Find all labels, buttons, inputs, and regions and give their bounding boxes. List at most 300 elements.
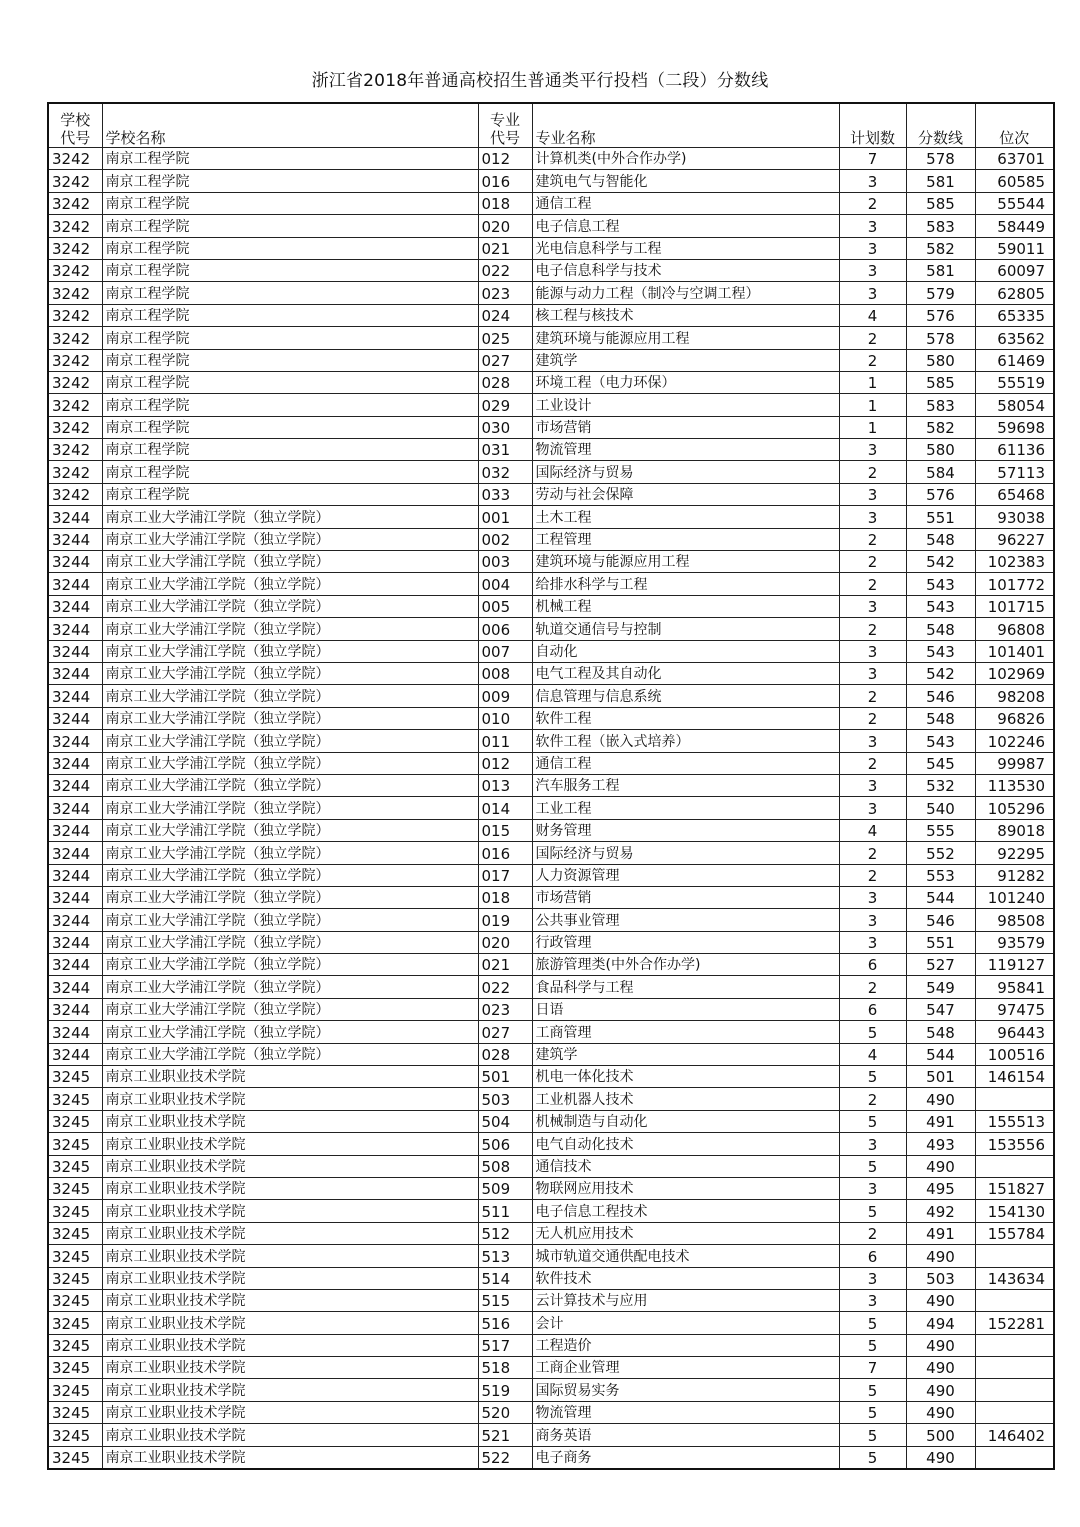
major-name-cell: 工程造价 [532,1334,839,1356]
school-name-cell: 南京工业职业技术学院 [102,1379,478,1401]
school-name-cell: 南京工业职业技术学院 [102,1133,478,1155]
major-code-cell: 004 [478,573,532,595]
school-code-cell: 3245 [48,1110,102,1132]
major-name-cell: 国际贸易实务 [532,1379,839,1401]
score-cell: 585 [906,371,975,393]
school-name-cell: 南京工程学院 [102,416,478,438]
school-code-cell: 3245 [48,1357,102,1379]
score-cell: 544 [906,886,975,908]
major-code-cell: 028 [478,371,532,393]
table-row [48,730,1054,752]
score-cell: 580 [906,439,975,461]
rank-cell: 101715 [975,595,1054,617]
major-name-cell: 信息管理与信息系统 [532,685,839,707]
major-code-cell: 028 [478,1043,532,1065]
plan-cell: 3 [839,797,906,819]
major-name-cell: 市场营销 [532,886,839,908]
school-name-cell: 南京工业大学浦江学院（独立学院） [102,842,478,864]
major-name-cell: 食品科学与工程 [532,976,839,998]
major-code-cell: 002 [478,528,532,550]
score-cell: 543 [906,595,975,617]
rank-cell: 96826 [975,707,1054,729]
table-row [48,662,1054,684]
school-name-cell: 南京工业大学浦江学院（独立学院） [102,730,478,752]
school-name-cell: 南京工业职业技术学院 [102,1245,478,1267]
major-code-cell: 016 [478,170,532,192]
rank-cell: 91282 [975,864,1054,886]
school-code-cell: 3245 [48,1155,102,1177]
plan-cell: 2 [839,707,906,729]
school-code-cell: 3242 [48,416,102,438]
major-name-cell: 汽车服务工程 [532,774,839,796]
school-name-cell: 南京工业大学浦江学院（独立学院） [102,819,478,841]
table-row [48,349,1054,371]
plan-cell: 5 [839,1424,906,1446]
rank-cell: 63701 [975,148,1054,170]
score-cell: 500 [906,1424,975,1446]
school-name-cell: 南京工业职业技术学院 [102,1110,478,1132]
school-name-cell: 南京工业大学浦江学院（独立学院） [102,752,478,774]
rank-cell: 89018 [975,819,1054,841]
score-cell: 548 [906,1021,975,1043]
score-cell: 547 [906,998,975,1020]
plan-cell: 2 [839,685,906,707]
plan-cell: 5 [839,1334,906,1356]
rank-cell: 61136 [975,439,1054,461]
plan-cell: 3 [839,259,906,281]
major-name-cell: 电子信息科学与技术 [532,259,839,281]
major-name-cell: 建筑环境与能源应用工程 [532,327,839,349]
rank-cell: 154130 [975,1200,1054,1222]
school-code-cell: 3242 [48,259,102,281]
major-name-cell: 自动化 [532,640,839,662]
major-name-cell: 计算机类(中外合作办学) [532,148,839,170]
major-code-cell: 030 [478,416,532,438]
score-cell: 549 [906,976,975,998]
header-plan: 计划数 [839,103,906,148]
header-major-name: 专业名称 [532,103,839,148]
major-name-cell: 电气自动化技术 [532,1133,839,1155]
school-name-cell: 南京工业大学浦江学院（独立学院） [102,886,478,908]
major-name-cell: 能源与动力工程（制冷与空调工程） [532,282,839,304]
score-cell: 584 [906,461,975,483]
major-code-cell: 516 [478,1312,532,1334]
table-row [48,819,1054,841]
score-cell: 581 [906,259,975,281]
plan-cell: 3 [839,282,906,304]
school-name-cell: 南京工业大学浦江学院（独立学院） [102,662,478,684]
score-cell: 544 [906,1043,975,1065]
plan-cell: 3 [839,439,906,461]
rank-cell: 95841 [975,976,1054,998]
plan-cell: 3 [839,483,906,505]
school-name-cell: 南京工业大学浦江学院（独立学院） [102,618,478,640]
rank-cell: 58054 [975,394,1054,416]
score-cell: 552 [906,842,975,864]
school-code-cell: 3244 [48,842,102,864]
major-name-cell: 建筑环境与能源应用工程 [532,551,839,573]
rank-cell: 102969 [975,662,1054,684]
major-name-cell: 光电信息科学与工程 [532,237,839,259]
major-name-cell: 给排水科学与工程 [532,573,839,595]
major-name-cell: 建筑学 [532,349,839,371]
rank-cell: 155784 [975,1222,1054,1244]
school-name-cell: 南京工业大学浦江学院（独立学院） [102,685,478,707]
rank-cell: 93038 [975,506,1054,528]
score-cell: 585 [906,192,975,214]
plan-cell: 5 [839,1021,906,1043]
school-code-cell: 3245 [48,1267,102,1289]
plan-cell: 3 [839,170,906,192]
major-name-cell: 会计 [532,1312,839,1334]
school-code-cell: 3245 [48,1177,102,1199]
plan-cell: 5 [839,1110,906,1132]
school-code-cell: 3244 [48,640,102,662]
school-name-cell: 南京工程学院 [102,148,478,170]
score-cell: 532 [906,774,975,796]
school-name-cell: 南京工业职业技术学院 [102,1177,478,1199]
score-cell: 548 [906,707,975,729]
major-code-cell: 006 [478,618,532,640]
plan-cell: 2 [839,528,906,550]
table-row [48,1177,1054,1199]
score-cell: 545 [906,752,975,774]
plan-cell: 3 [839,237,906,259]
school-name-cell: 南京工业职业技术学院 [102,1357,478,1379]
major-code-cell: 012 [478,148,532,170]
school-name-cell: 南京工业大学浦江学院（独立学院） [102,707,478,729]
major-name-cell: 物联网应用技术 [532,1177,839,1199]
major-code-cell: 018 [478,192,532,214]
major-name-cell: 国际经济与贸易 [532,842,839,864]
major-name-cell: 软件工程（嵌入式培养） [532,730,839,752]
major-code-cell: 013 [478,774,532,796]
table-row [48,976,1054,998]
major-code-cell: 010 [478,707,532,729]
major-code-cell: 508 [478,1155,532,1177]
school-name-cell: 南京工业职业技术学院 [102,1066,478,1088]
table-row [48,1289,1054,1311]
score-cell: 579 [906,282,975,304]
major-code-cell: 019 [478,909,532,931]
plan-cell: 5 [839,1446,906,1469]
school-name-cell: 南京工业大学浦江学院（独立学院） [102,1021,478,1043]
school-name-cell: 南京工程学院 [102,483,478,505]
school-code-cell: 3244 [48,730,102,752]
school-name-cell: 南京工程学院 [102,170,478,192]
rank-cell: 63562 [975,327,1054,349]
major-code-cell: 031 [478,439,532,461]
school-name-cell: 南京工业大学浦江学院（独立学院） [102,551,478,573]
school-code-cell: 3244 [48,909,102,931]
rank-cell [975,1245,1054,1267]
major-code-cell: 014 [478,797,532,819]
school-name-cell: 南京工业大学浦江学院（独立学院） [102,506,478,528]
score-cell: 492 [906,1200,975,1222]
rank-cell: 98508 [975,909,1054,931]
rank-cell: 65335 [975,304,1054,326]
table-row [48,304,1054,326]
score-cell: 546 [906,909,975,931]
rank-cell: 102383 [975,551,1054,573]
table-row [48,1200,1054,1222]
major-code-cell: 027 [478,349,532,371]
major-name-cell: 核工程与核技术 [532,304,839,326]
major-code-cell: 009 [478,685,532,707]
score-cell: 548 [906,528,975,550]
school-name-cell: 南京工业大学浦江学院（独立学院） [102,998,478,1020]
rank-cell: 153556 [975,1133,1054,1155]
plan-cell: 6 [839,954,906,976]
table-row [48,282,1054,304]
table-row [48,954,1054,976]
rank-cell: 65468 [975,483,1054,505]
rank-cell: 143634 [975,1267,1054,1289]
school-name-cell: 南京工业大学浦江学院（独立学院） [102,640,478,662]
score-cell: 540 [906,797,975,819]
school-name-cell: 南京工程学院 [102,349,478,371]
plan-cell: 2 [839,192,906,214]
table-row [48,1312,1054,1334]
major-name-cell: 旅游管理类(中外合作办学) [532,954,839,976]
major-name-cell: 物流管理 [532,439,839,461]
school-code-cell: 3245 [48,1088,102,1110]
rank-cell: 59011 [975,237,1054,259]
school-name-cell: 南京工业职业技术学院 [102,1200,478,1222]
table-row [48,259,1054,281]
school-code-cell: 3242 [48,148,102,170]
major-name-cell: 工业设计 [532,394,839,416]
school-code-cell: 3244 [48,886,102,908]
major-code-cell: 503 [478,1088,532,1110]
school-code-cell: 3244 [48,998,102,1020]
major-code-cell: 011 [478,730,532,752]
major-code-cell: 022 [478,976,532,998]
school-code-cell: 3244 [48,819,102,841]
table-row [48,1155,1054,1177]
school-code-cell: 3245 [48,1066,102,1088]
score-cell: 490 [906,1401,975,1423]
major-name-cell: 环境工程（电力环保） [532,371,839,393]
table-row [48,327,1054,349]
school-code-cell: 3242 [48,371,102,393]
plan-cell: 3 [839,662,906,684]
major-code-cell: 509 [478,1177,532,1199]
rank-cell: 92295 [975,842,1054,864]
major-code-cell: 504 [478,1110,532,1132]
rank-cell: 105296 [975,797,1054,819]
school-name-cell: 南京工程学院 [102,439,478,461]
school-code-cell: 3242 [48,282,102,304]
table-row [48,416,1054,438]
table-row [48,573,1054,595]
rank-cell: 93579 [975,931,1054,953]
school-name-cell: 南京工程学院 [102,304,478,326]
plan-cell: 7 [839,1357,906,1379]
score-cell: 542 [906,551,975,573]
plan-cell: 3 [839,931,906,953]
school-code-cell: 3244 [48,797,102,819]
table-row [48,1133,1054,1155]
plan-cell: 2 [839,1088,906,1110]
header-school-name: 学校名称 [102,103,478,148]
rank-cell: 101772 [975,573,1054,595]
school-name-cell: 南京工业大学浦江学院（独立学院） [102,528,478,550]
school-code-cell: 3245 [48,1200,102,1222]
plan-cell: 1 [839,416,906,438]
table-row [48,752,1054,774]
rank-cell: 99987 [975,752,1054,774]
school-code-cell: 3244 [48,976,102,998]
score-cell: 494 [906,1312,975,1334]
rank-cell: 59698 [975,416,1054,438]
major-name-cell: 劳动与社会保障 [532,483,839,505]
rank-cell [975,1401,1054,1423]
school-code-cell: 3242 [48,483,102,505]
rank-cell: 57113 [975,461,1054,483]
school-code-cell: 3244 [48,528,102,550]
table-row [48,931,1054,953]
major-code-cell: 033 [478,483,532,505]
school-name-cell: 南京工业大学浦江学院（独立学院） [102,931,478,953]
major-code-cell: 512 [478,1222,532,1244]
score-cell: 578 [906,148,975,170]
plan-cell: 4 [839,304,906,326]
score-cell: 490 [906,1446,975,1469]
school-name-cell: 南京工业职业技术学院 [102,1312,478,1334]
school-code-cell: 3244 [48,662,102,684]
header-major-code: 专业 代号 [478,103,532,148]
rank-cell [975,1289,1054,1311]
major-name-cell: 机电一体化技术 [532,1066,839,1088]
school-code-cell: 3245 [48,1379,102,1401]
table-row [48,170,1054,192]
table-row [48,595,1054,617]
major-code-cell: 021 [478,237,532,259]
major-name-cell: 建筑电气与智能化 [532,170,839,192]
major-name-cell: 软件技术 [532,1267,839,1289]
table-row [48,1021,1054,1043]
plan-cell: 2 [839,461,906,483]
school-name-cell: 南京工程学院 [102,461,478,483]
school-code-cell: 3242 [48,304,102,326]
score-cell: 578 [906,327,975,349]
school-code-cell: 3244 [48,752,102,774]
major-code-cell: 023 [478,282,532,304]
header-rank: 位次 [975,103,1054,148]
major-code-cell: 003 [478,551,532,573]
major-name-cell: 工程管理 [532,528,839,550]
score-cell: 553 [906,864,975,886]
page-title: 浙江省2018年普通高校招生普通类平行投档（二段）分数线 [311,71,769,91]
score-cell: 543 [906,730,975,752]
major-code-cell: 020 [478,931,532,953]
score-cell: 555 [906,819,975,841]
table-row [48,618,1054,640]
plan-cell: 2 [839,551,906,573]
school-code-cell: 3244 [48,551,102,573]
score-cell: 551 [906,506,975,528]
table-row [48,1334,1054,1356]
school-name-cell: 南京工业职业技术学院 [102,1222,478,1244]
school-name-cell: 南京工程学院 [102,192,478,214]
plan-cell: 3 [839,640,906,662]
major-name-cell: 软件工程 [532,707,839,729]
school-code-cell: 3244 [48,1021,102,1043]
rank-cell [975,1155,1054,1177]
school-code-cell: 3242 [48,349,102,371]
school-name-cell: 南京工业大学浦江学院（独立学院） [102,1043,478,1065]
major-code-cell: 007 [478,640,532,662]
major-name-cell: 通信技术 [532,1155,839,1177]
score-cell: 490 [906,1088,975,1110]
table-row [48,237,1054,259]
major-code-cell: 501 [478,1066,532,1088]
plan-cell: 4 [839,819,906,841]
table-row [48,439,1054,461]
table-row [48,797,1054,819]
table-row [48,1222,1054,1244]
rank-cell: 151827 [975,1177,1054,1199]
major-name-cell: 物流管理 [532,1401,839,1423]
major-name-cell: 通信工程 [532,752,839,774]
score-cell: 542 [906,662,975,684]
plan-cell: 7 [839,148,906,170]
school-code-cell: 3244 [48,573,102,595]
school-code-cell: 3244 [48,595,102,617]
rank-cell: 152281 [975,1312,1054,1334]
school-code-cell: 3242 [48,215,102,237]
school-code-cell: 3245 [48,1334,102,1356]
rank-cell: 101240 [975,886,1054,908]
plan-cell: 3 [839,595,906,617]
major-name-cell: 日语 [532,998,839,1020]
rank-cell: 60097 [975,259,1054,281]
rank-cell: 102246 [975,730,1054,752]
major-name-cell: 云计算技术与应用 [532,1289,839,1311]
plan-cell: 3 [839,1177,906,1199]
major-code-cell: 025 [478,327,532,349]
school-name-cell: 南京工业大学浦江学院（独立学院） [102,797,478,819]
major-code-cell: 016 [478,842,532,864]
plan-cell: 5 [839,1155,906,1177]
plan-cell: 1 [839,394,906,416]
rank-cell: 100516 [975,1043,1054,1065]
table-row [48,1379,1054,1401]
plan-cell: 6 [839,1245,906,1267]
school-code-cell: 3242 [48,327,102,349]
table-row [48,864,1054,886]
major-name-cell: 国际经济与贸易 [532,461,839,483]
score-cell: 493 [906,1133,975,1155]
school-code-cell: 3242 [48,192,102,214]
table-row [48,394,1054,416]
rank-cell: 96227 [975,528,1054,550]
school-code-cell: 3244 [48,864,102,886]
table-row [48,998,1054,1020]
score-cell: 582 [906,416,975,438]
school-code-cell: 3244 [48,707,102,729]
rank-cell: 119127 [975,954,1054,976]
major-code-cell: 513 [478,1245,532,1267]
school-name-cell: 南京工程学院 [102,394,478,416]
major-name-cell: 行政管理 [532,931,839,953]
rank-cell: 97475 [975,998,1054,1020]
header-row [48,103,1054,148]
rank-cell [975,1357,1054,1379]
table-row [48,506,1054,528]
score-cell: 581 [906,170,975,192]
